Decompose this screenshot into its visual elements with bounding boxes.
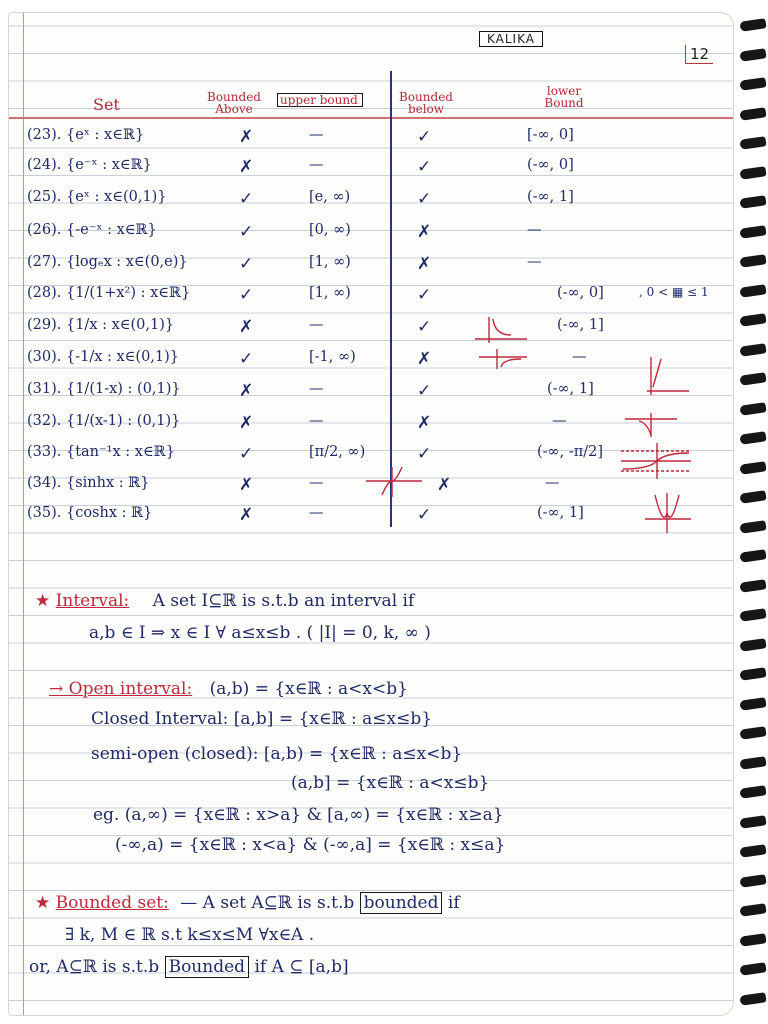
graph-sketch-cosh: [643, 491, 693, 535]
upper-bound-cell: [π/2, ∞): [309, 444, 366, 460]
spiral-coil: [739, 756, 766, 770]
upper-bound-cell: —: [309, 127, 324, 143]
bounded-above-mark: ✗: [239, 413, 254, 433]
lower-bound-cell: (-∞, 0]: [557, 285, 604, 301]
bounded-below-mark: ✓: [417, 157, 432, 177]
spiral-coil: [739, 785, 766, 799]
spiral-coil: [739, 254, 766, 268]
bounded-set-if: if: [447, 893, 460, 913]
notebook-brand: KALIKA: [479, 31, 543, 47]
header-bounded-above: Bounded Above: [207, 90, 261, 116]
lower-bound-cell: —: [545, 475, 560, 491]
bounded-above-mark: ✗: [239, 475, 254, 495]
graph-sketch-one-over-one-minus-x: [639, 353, 693, 399]
spiral-coil: [739, 166, 766, 180]
lower-bound-cell: (-∞, 1]: [557, 317, 604, 333]
bounded-set-line-1: ★ Bounded set: — A set A⊆ℝ is s.t.b bounded if: [35, 893, 460, 913]
table-row: [27, 123, 727, 151]
spiral-coil: [739, 431, 766, 445]
spiral-coil: [739, 549, 766, 563]
bounded-set-title: Bounded set:: [55, 893, 169, 913]
bounded-above-mark: ✗: [239, 157, 254, 177]
set-cell: (24). {e⁻ˣ : x∈ℝ}: [27, 157, 152, 173]
spiral-coil: [739, 992, 766, 1006]
bounded-above-mark: ✓: [239, 222, 254, 242]
upper-bound-cell: —: [309, 475, 324, 491]
spiral-coil: [739, 461, 766, 475]
lower-bound-cell: (-∞, 1]: [537, 505, 584, 521]
header-lower-bound: lower Bound: [544, 84, 584, 110]
header-rule: [9, 117, 733, 119]
set-cell: (28). {1/(1+x²) : x∈ℝ}: [27, 285, 191, 301]
page-number: 12: [685, 45, 713, 64]
spiral-coil: [739, 195, 766, 209]
bounded-below-mark: ✗: [417, 413, 432, 433]
bounded-below-mark: ✓: [417, 444, 432, 464]
interval-heading-line: ★ Interval: A set I⊆ℝ is s.t.b an interval if: [35, 591, 415, 611]
margin-line: [23, 13, 24, 1015]
bounded-above-mark: ✗: [239, 127, 254, 147]
upper-bound-cell: —: [309, 381, 324, 397]
semi-open-definition-2: (a,b] = {x∈ℝ : a<x≤b}: [291, 773, 490, 793]
spiral-coil: [739, 579, 766, 593]
table-row: [27, 377, 727, 405]
lower-bound-cell: —: [572, 349, 587, 365]
lower-bound-cell: (-∞, -π/2]: [537, 444, 604, 460]
spiral-coil: [739, 343, 766, 357]
bounded-set-line-3: [29, 957, 349, 977]
upper-bound-cell: [1, ∞): [309, 285, 351, 301]
interval-title: Interval:: [55, 591, 130, 611]
table-row: [27, 153, 727, 181]
lower-bound-cell: (-∞, 0]: [527, 157, 574, 173]
lower-bound-cell: (-∞, 1]: [527, 189, 574, 205]
spiral-coil: [739, 402, 766, 416]
lower-bound-cell: —: [527, 222, 542, 238]
spiral-coil: [739, 18, 766, 32]
graph-sketch-sinh: [364, 465, 424, 499]
bounded-set-condition: ∃ k, M ∈ ℝ s.t k≤x≤M ∀x∈A .: [65, 925, 315, 945]
bounded-above-mark: ✓: [239, 254, 254, 274]
bounded-above-mark: ✗: [239, 381, 254, 401]
spiral-coil: [739, 697, 766, 711]
spiral-coil: [739, 874, 766, 888]
set-cell: (35). {coshx : ℝ}: [27, 505, 153, 521]
set-cell: (30). {-1/x : x∈(0,1)}: [27, 349, 180, 365]
bounded-below-mark: ✓: [417, 381, 432, 401]
bounded-set-or-text: or, A⊆ℝ is s.t.b: [29, 957, 160, 977]
open-interval-title: → Open interval:: [49, 679, 193, 699]
bounded-below-mark: ✗: [437, 475, 452, 495]
spiral-coil: [739, 608, 766, 622]
bounded-above-mark: ✗: [239, 317, 254, 337]
bounded-above-mark: ✓: [239, 189, 254, 209]
set-cell: (23). {eˣ : x∈ℝ}: [27, 127, 145, 143]
spiral-coil: [739, 284, 766, 298]
spiral-coil: [739, 638, 766, 652]
spiral-coil: [739, 372, 766, 386]
bounded-below-mark: ✗: [417, 222, 432, 242]
open-interval-line: [49, 679, 408, 699]
lower-bound-cell: [-∞, 0]: [527, 127, 574, 143]
graph-sketch-one-over-x-minus-one: [621, 411, 681, 439]
spiral-coil: [739, 815, 766, 829]
spiral-coil: [739, 844, 766, 858]
interval-definition: A set I⊆ℝ is s.t.b an interval if: [152, 591, 415, 611]
upper-bound-cell: [0, ∞): [309, 222, 351, 238]
lower-bound-cell: —: [527, 254, 542, 270]
set-cell: (27). {logₑx : x∈(0,e)}: [27, 254, 188, 270]
spiral-coil: [739, 77, 766, 91]
graph-sketch-arctan: [619, 441, 693, 481]
spiral-coil: [739, 136, 766, 150]
semi-open-definition: semi-open (closed): [a,b) = {x∈ℝ : a≤x<b}: [91, 744, 463, 764]
bounded-above-mark: ✓: [239, 444, 254, 464]
set-cell: (26). {-e⁻ˣ : x∈ℝ}: [27, 222, 157, 238]
spiral-coil: [739, 107, 766, 121]
bounded-above-mark: ✗: [239, 505, 254, 525]
upper-bound-cell: [e, ∞): [309, 189, 351, 205]
graph-sketch-reciprocal: [471, 313, 533, 371]
bounded-above-mark: ✓: [239, 285, 254, 305]
bounded-below-mark: ✓: [417, 189, 432, 209]
open-interval-definition: (a,b) = {x∈ℝ : a<x<b}: [209, 679, 408, 699]
spiral-coil: [739, 667, 766, 681]
spiral-binding: [738, 14, 768, 1014]
table-row: [27, 281, 727, 309]
spiral-coil: [739, 933, 766, 947]
table-row: [27, 185, 727, 213]
bounded-set-text: — A set A⊆ℝ is s.t.b: [180, 893, 355, 913]
table-row: [27, 250, 727, 278]
set-cell: (29). {1/x : x∈(0,1)}: [27, 317, 175, 333]
closed-interval-definition: Closed Interval: [a,b] = {x∈ℝ : a≤x≤b}: [91, 709, 433, 729]
bounded-set-interval: if A ⊆ [a,b]: [254, 957, 349, 977]
example-line-1: eg. (a,∞) = {x∈ℝ : x>a} & [a,∞) = {x∈ℝ : x≥a}: [93, 805, 504, 825]
spiral-coil: [739, 962, 766, 976]
table-row: [27, 501, 727, 529]
header-upper-bound: upper bound: [277, 93, 363, 107]
bounded-below-mark: ✓: [417, 285, 432, 305]
header-bounded-below: Bounded below: [399, 90, 453, 116]
spiral-coil: [739, 903, 766, 917]
bounded-boxed-word-2: Bounded: [165, 956, 249, 978]
spiral-coil: [739, 313, 766, 327]
bounded-boxed-word: bounded: [360, 892, 443, 914]
upper-bound-cell: —: [309, 413, 324, 429]
lower-bound-cell: (-∞, 1]: [547, 381, 594, 397]
upper-bound-cell: [-1, ∞): [309, 349, 356, 365]
example-line-2: (-∞,a) = {x∈ℝ : x<a} & (-∞,a] = {x∈ℝ : x≤a}: [115, 835, 506, 855]
note-cell: , 0 < ▦ ≤ 1: [639, 285, 709, 299]
set-cell: (32). {1/(x-1) : (0,1)}: [27, 413, 181, 429]
bounded-below-mark: ✗: [417, 349, 432, 369]
spiral-coil: [739, 520, 766, 534]
bounded-below-mark: ✓: [417, 505, 432, 525]
set-cell: (31). {1/(1-x) : (0,1)}: [27, 381, 181, 397]
bounded-above-mark: ✓: [239, 349, 254, 369]
table-row: [27, 218, 727, 246]
bounded-below-mark: ✗: [417, 254, 432, 274]
header-set: Set: [93, 95, 120, 114]
lower-bound-cell: —: [552, 413, 567, 429]
upper-bound-cell: —: [309, 157, 324, 173]
upper-bound-cell: [1, ∞): [309, 254, 351, 270]
notebook-page: [8, 12, 734, 1016]
spiral-coil: [739, 225, 766, 239]
spiral-coil: [739, 726, 766, 740]
interval-condition: a,b ∈ I ⇒ x ∈ I ∀ a≤x≤b . ( |I| = 0, k, ∞ ): [89, 623, 431, 643]
spiral-coil: [739, 490, 766, 504]
bounded-below-mark: ✓: [417, 317, 432, 337]
table-row: [27, 313, 727, 341]
upper-bound-cell: —: [309, 317, 324, 333]
set-cell: (34). {sinhx : ℝ}: [27, 475, 150, 491]
bounded-below-mark: ✓: [417, 127, 432, 147]
table-row: [27, 345, 727, 373]
upper-bound-cell: —: [309, 505, 324, 521]
spiral-coil: [739, 48, 766, 62]
set-cell: (33). {tan⁻¹x : x∈ℝ}: [27, 444, 175, 460]
set-cell: (25). {eˣ : x∈(0,1)}: [27, 189, 167, 205]
